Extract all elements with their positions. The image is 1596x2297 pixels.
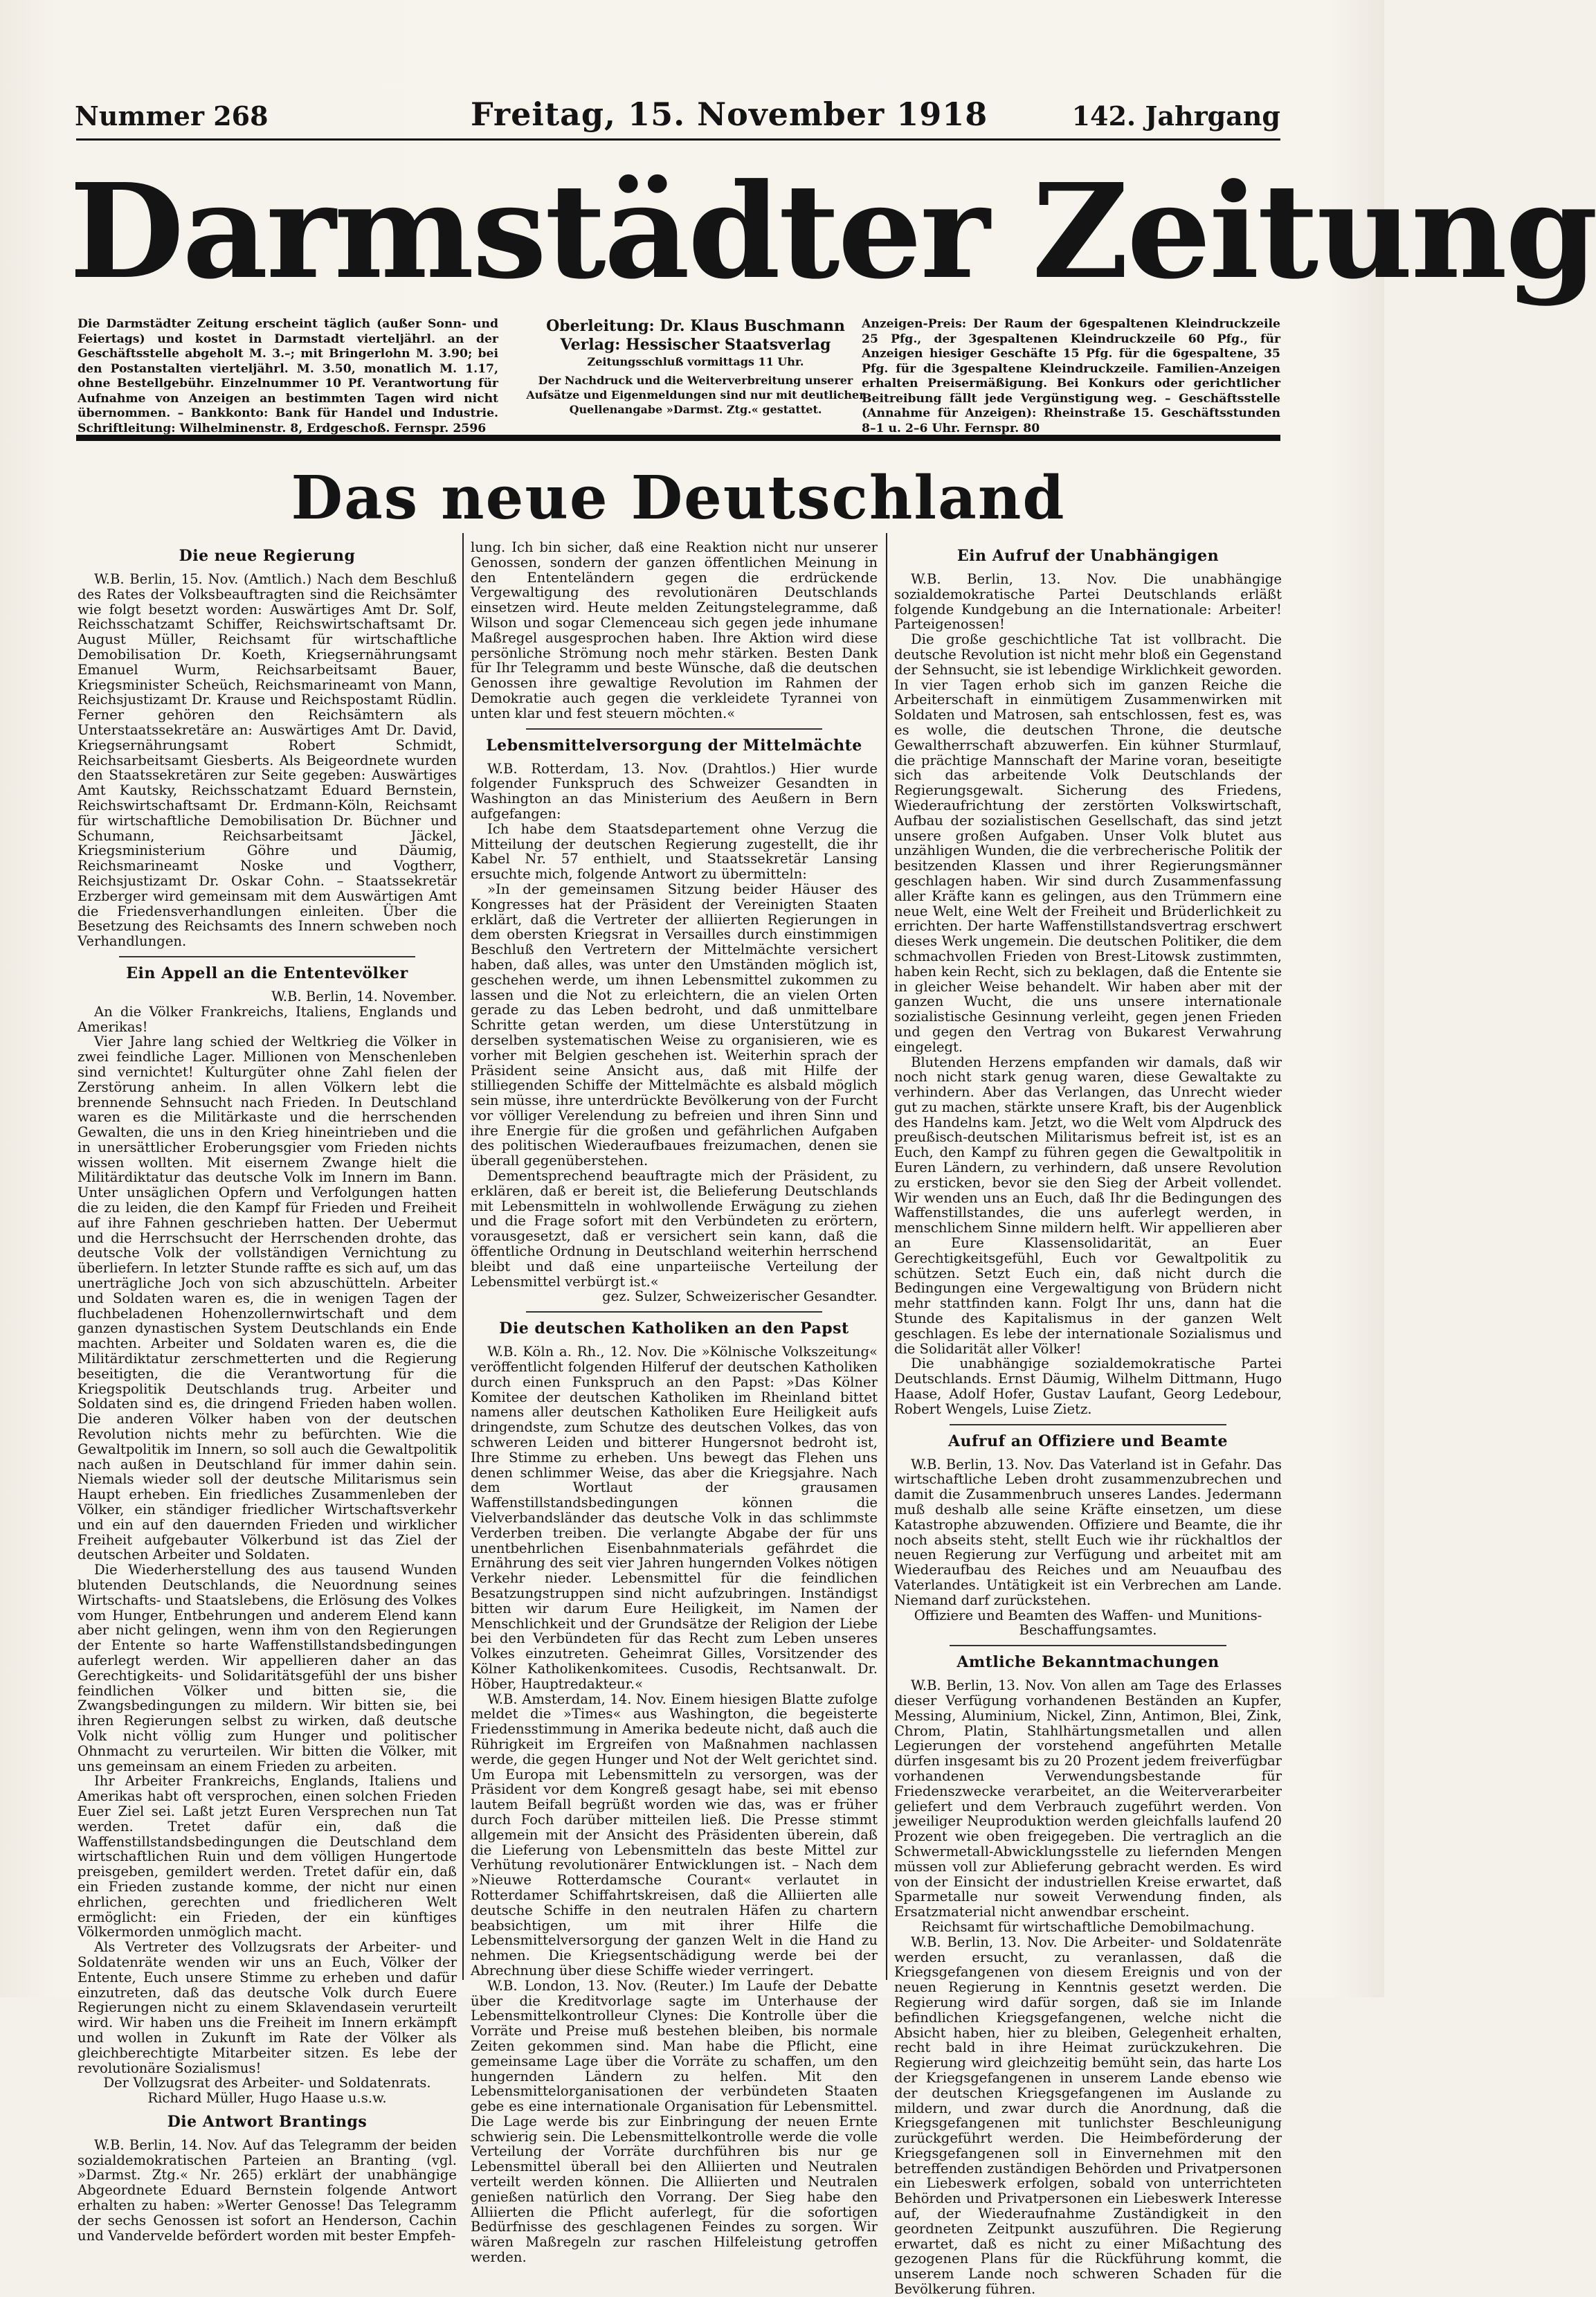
article-heading: Die neue Regierung [179,547,356,565]
article-paragraph: Die große geschichtliche Tat ist vollbracht. Die deutsche Revolution ist nicht mehr bloß ein Gegenstand der Sehnsucht, sie ist lebendige Wirklichkeit geworden. In vier Tagen erhob sich im ganzen Reiche die Arbeiterschaft in einmütigem Zusammenwirken mit Soldaten und Matrosen, sah entschlossen, fest es, was es wolle, die deutschen Throne, die deutsche Gewaltherrschaft abzuwerfen. Ein kühner Sturmlauf, die prächtige Mannschaft der Marine voran, beseitigte sich das arbeitende Volk Deutschlands der Regierungsgewalt. Sicherung des Friedens, Wiederaufrichtung der zerstörten Volkswirtschaft, Aufbau der sozialistischen Gesellschaft, das sind jetzt unsere großen Aufgaben. Unser Volk blutet aus unzähligen Wunden, die die verbrecherische Politik der besitzenden Klassen und ihrer Regierungsmänner geschlagen haben. Wir sind durch Zusammenfassung aller Kräfte kann es gelingen, aus den Trümmern eine neue Welt, eine Welt der Freiheit und Brüderlichkeit zu errichten. Der harte Waffenstillstandsvertrag erschwert dieses Werk ungemein. Die deutschen Politiker, die dem schmachvollen Frieden von Brest-Litowsk zustimmten, haben kein Recht, sich zu beklagen, daß die Entente sie in gleicher Weise behandelt. Wir haben aber mit der ganzen Wucht, die uns unsere internationale sozialistische Gesinnung verleiht, gegen jenen Frieden und gegen den Vertrag von Bukarest Verwahrung eingelegt. [894,631,1282,1055]
article-paragraph: W.B. Berlin, 13. Nov. Die unabhängige sozialdemokratische Partei Deutschlands erläßt folgende Kundgebung an die Internationale: Arbeiter! Parteigenossen! [894,571,1282,633]
article-paragraph: W.B. Berlin, 13. Nov. Von allen am Tage des Erlasses dieser Verfügung vorhandenen Beständen an Kupfer, Messing, Aluminium, Nickel, Zinn, Antimon, Blei, Zink, Chrom, Platin, Stahlhärtungsmetallen und allen Legierungen der vorstehend angeführten Metalle dürfen insgesamt bis zu 20 Prozent jedem freiverfügbar vorhandenen Verwendungsbestande für Friedenszwecke verarbeitet, an die Weiterverarbeiter geliefert und dem Verbrauch zugeführt werden. Von jeweiliger Neuproduktion werden gleichfalls laufend 20 Prozent wie oben freigegeben. Die vertraglich an die Schwermetall-Abwicklungsstelle zu liefernden Mengen müssen voll zur Ablieferung gebracht werden. Es wird von der Einsicht der industriellen Kreise erwartet, daß Sparmetalle nur soweit Verwendung finden, als Ersatzmaterial nicht anwendbar erscheint. [894,1677,1282,1920]
column-1 [78,540,457,2243]
article-paragraph: Die unabhängige sozialdemokratische Partei Deutschlands. Ernst Däumig, Wilhelm Dittmann, Hugo Haase, Adolf Hofer, Gustav Laufant, Georg Ledebour, Robert Wengels, Luise Zietz. [894,1355,1282,1417]
article-heading: Die Antwort Brantings [167,2112,368,2131]
article-divider [950,1424,1226,1425]
column-3 [894,540,1282,2297]
article-paragraph: W.B. London, 13. Nov. (Reuter.) Im Laufe der Debatte über die Kreditvorlage sagte im Unterhause der Lebensmittelkontrolleur Clynes: Die Kontrolle über die Vorräte und Preise muß bestehen bleiben, bis normale Zeiten gekommen sind. Man habe die Pflicht, eine gemeinsame Lage über die Vorräte zu schaffen, um den hungernden Ländern zu helfen. Mit den Lebensmittelorganisationen der verbündeten Staaten gebe es eine internationale Organisation für Lebensmittel. Die Lage werde bis zur Einbringung der neuen Ernte schwierig sein. Die Lebensmittelkontrolle werde die volle Verteilung der Vorräte durchführen bis nur ge Lebensmittel überall bei den Alliierten und Neutralen verteilt werden können. Die Alliierten und Neutralen genießen natürlich den Vorrang. Der Sieg habe den Alliierten die Pflicht auferlegt, für die sofortigen Bedürfnisse des geschlagenen Feindes zu sorgen. Wir wären Maßregeln zur raschen Hilfeleistung getroffen werden. [471,1977,878,2266]
article-divider [526,1311,822,1313]
article-paragraph: lung. Ich bin sicher, daß eine Reaktion nicht nur unserer Genossen, sondern der ganzen öffentlichen Meinung in den Ententeländern gegen die erdrückende Vergewaltigung des revolutionären Deutschlands einsetzen wird. Heute melden Zeitungstelegramme, daß Wilson und sogar Clemenceau sich gegen jede inhumane Maßregel ausgesprochen haben. Ihre Aktion wird diese persönliche Strömung noch mehr stärken. Besten Dank für Ihr Telegramm und beste Wünsche, daß die deutschen Genossen ihre gewaltige Revolution im Rahmen der Demokratie auch gegen die verkleidete Tyrannei von unten klar und fest steuern möchten.« [471,539,878,721]
article-divider [950,1645,1226,1646]
dateline: W.B. Berlin, 14. November. [271,988,457,1005]
subscription-text: Die Darmstädter Zeitung erscheint täglich (außer Sonn- und Feiertags) und kostet in Darmstadt vierteljährl. an der Geschäftsstelle abgeholt M. 3.–; mit Bringerlohn M. 3.90; bei den Postanstalten vierteljährl. M. 3.50, monatlich M. 1.17, ohne Bestellgebühr. Einzelnummer 10 Pf. Verantwortung für Aufnahme von Anzeigen an bestimmten Tagen wird nicht übernommen. – Bankkonto: Bank für Handel und Industrie. Schriftleitung: Wilhelminenstr. 8, Erdgeschoß. Fernspr. 2596 [78,317,498,435]
article-paragraph: Dementsprechend beauftragte mich der Präsident, zu erklären, daß er bereit ist, die Belieferung Deutschlands mit Lebensmitteln in wohlwollende Erwägung zu ziehen und die Frage sofort mit den Verbündeten zu erörtern, vorausgesetzt, daß er versichert sein kann, daß die öffentliche Ordnung in Deutschland weiterhin herrschend bleibt und daß eine unparteiische Verteilung der Lebensmittel verbürgt ist.« [471,1168,878,1290]
article-paragraph: Blutenden Herzens empfanden wir damals, daß wir noch nicht stark genug waren, diese Gewaltakte zu verhindern. Aber das Verlangen, das Unrecht wieder gut zu machen, stärkte unsere Kraft, bis der Augenblick des Handelns kam. Jetzt, wo die Welt vom Alpdruck des preußisch-deutschen Militarismus befreit ist, ist es an Euch, den Kampf zu führen gegen die Gewaltpolitik in Euren Ländern, zu verhindern, daß unsere Revolution zu ersticken, bevor sie den Sieg der Arbeit vollendet. Wir wenden uns an Euch, daß Ihr die Bedingungen des Waffenstillstandes, die uns auferlegt werden, in menschlichem Sinne mildern helft. Wir appellieren aber an Eure Klassensolidarität, an Euer Gerechtigkeitsgefühl, Euch vor Gewaltpolitik zu schützen. Setzt Euch ein, daß nicht durch die Bedingungen eine Vergewaltigung von Brüdern nicht mehr stattfinden kann. Folgt Ihr uns, dann hat die Stunde des Kapitalismus in der ganzen Welt geschlagen. Es lebe der internationale Sozialismus und die Solidarität aller Völker! [894,1054,1282,1357]
article-heading: Die deutschen Katholiken an den Papst [499,1319,849,1338]
main-headline: Das neue Deutschland [291,463,1066,533]
deadline-line: Zeitungsschluß vormittags 11 Uhr. [587,355,804,368]
subscription-info [78,317,498,436]
article-paragraph: W.B. Berlin, 13. Nov. Das Vaterland ist in Gefahr. Das wirtschaftliche Leben droht zusammenzubrechen und damit die Zusammenbruch unseres Landes. Jedermann muß deshalb alle seine Kräfte einsetzen, um diese Katastrophe abzuwenden. Offiziere und Beamte, die ihr noch abseits steht, stellt Euch wie ihr rückhaltlos der neuen Regierung zur Verfügung und arbeitet mit am Wiederaufbau des Reiches und am Neuaufbau des Vaterlandes. Untätigkeit ist ein Verbrechen am Lande. Niemand darf zurückstehen. [894,1456,1282,1608]
article-paragraph: W.B. Amsterdam, 14. Nov. Einem hiesigen Blatte zufolge meldet die »Times« aus Washington, die begeisterte Friedensstimmung in Amerika bedeute nicht, daß auch die Rührigkeit im Ergreifen von Maßnahmen nachlassen werde, die gegen Hunger und Not der Welt gerichtet sind. Um Europa mit Lebensmitteln zu versorgen, was der Präsident vor dem Kongreß gesagt habe, sei mit ebenso lautem Beifall begrüßt worden wie das, was er früher durch Foch darüber mitteilen ließ. Die Presse stimmt allgemein mit der Ansicht des Präsidenten überein, daß die Lieferung von Lebensmitteln das beste Mittel zur Verhütung revolutionärer Entwicklungen ist. – Nach dem »Nieuwe Rotterdamsche Courant« verlautet in Rotterdamer Schiffahrtskreisen, daß die Alliierten alle deutsche Schiffe in den neutralen Häfen zu chartern beabsichtigen, um mit ihrer Hilfe die Lebensmittelversorgung der ganzen Welt in die Hand zu nehmen. Die Kriegsentschädigung werde bei der Abrechnung über diese Schiffe wieder verringert. [471,1691,878,1979]
article-paragraph: W.B. Berlin, 14. Nov. Auf das Telegramm der beiden sozialdemokratischen Parteien an Branting (vgl. »Darmst. Ztg.« Nr. 265) erklärt der unabhängige Abgeordnete Eduard Bernstein folgende Antwort erhalten zu haben: »Werter Genosse! Das Telegramm der sechs Genossen ist sofort an Henderson, Cachin und Vandervelde befördert worden mit bester Empfeh- [78,2136,457,2244]
article-heading: Ein Aufruf der Unabhängigen [956,547,1219,565]
signature: Offiziere und Beamten des Waffen- und Munitions-Beschaffungsamtes. [914,1607,1262,1639]
article-paragraph: Ihr Arbeiter Frankreichs, Englands, Italiens und Amerikas habt oft versprochen, einen solchen Frieden Euer Ziel sei. Laßt jetzt Euren Versprechen nun Tat werden. Tretet dafür ein, daß die Waffenstillstandsbedingungen die Deutschland dem wirtschaftlichen Ruin und dem völligen Hungertode preisgeben, gemildert werden. Tretet dafür ein, daß ein Frieden zustande komme, der nicht nur einen ehrlichen, gerechten und friedlicheren Welt ermöglicht: ein Frieden, der ein künftiges Völkermorden unmöglich macht. [78,1773,457,1940]
masthead-rule [76,435,1280,441]
top-rule [76,138,1280,141]
column-separator [886,533,887,1980]
article-paragraph: W.B. Köln a. Rh., 12. Nov. Die »Kölnische Volkszeitung« veröffentlicht folgenden Hilferuf der deutschen Katholiken durch einen Funkspruch an den Papst: »Das Kölner Komitee der deutschen Katholiken im Rheinland bittet namens aller deutschen Katholiken Eure Heiligkeit aufs dringendste, zum Schutze des deutschen Volkes, das von schweren Leiden und bitterer Hungersnot bedroht ist, Ihre Stimme zu erheben. Uns bewegt das Flehen uns denen schlimmer Weise, das aber die Kriegsjahre. Nach dem Wortlaut der grausamen Waffenstillstandsbedingungen können die Vielverbandsländer das deutsche Volk in das schlimmste Verderben treiben. Die verlangte Abgabe der für uns unentbehrlichen Eisenbahnmaterials gefährdet die Ernährung des seit vier Jahren hungernden Volkes nötigen Verkehr nieder. Lebensmittel für die feindlichen Besatzungstruppen sind nicht aufzubringen. Inständigst bitten wir darum Eure Heiligkeit, im Namen der Menschlichkeit und der Grundsätze der Religion der Liebe bei den Verbündeten für das Recht zum Leben unseres Volkes einzutreten. Geheimrat Gilles, Vorsitzender des Kölner Katholikenkomitees. Cusodis, Rechtsanwalt. Dr. Höber, Hauptredakteur.« [471,1344,878,1692]
publisher-line: Verlag: Hessischer Staatsverlag [560,336,831,354]
masthead-title: Darmstädter Zeitung [69,155,1596,308]
advertising-info [862,317,1280,436]
signature: gez. Sulzer, Schweizerischer Gesandter. [602,1288,878,1305]
article-paragraph: W.B. Berlin, 13. Nov. Die Arbeiter- und Soldatenräte werden ersucht, zu veranlassen, daß die Kriegsgefangenen von diesem Ereignis und von der neuen Regierung in Kenntnis gesetzt werden. Die Regierung wird dafür sorgen, daß sie im Inlande befindlichen Kriegsgefangenen, welche nicht die Absicht haben, hier zu bleiben, Gelegenheit erhalten, recht bald in ihre Heimat zurückzukehren. Die Regierung wird gleichzeitig bemüht sein, das harte Los der Kriegsgefangenen in unserem Lande ebenso wie der deutschen Kriegsgefangenen im Auslande zu mildern, und zwar durch die Anordnung, daß die Kriegsgefangenen mit tunlichster Beschleunigung zurückgeführt werden. Die Heimbeförderung der Kriegsgefangenen soll in Einvernehmen mit den betreffenden zuständigen Behörden und Privatpersonen ein Liebeswerk erfolgen, sobald von unterrichteten Behörden und Privatpersonen ein Liebeswerk Interesse auf, der Wiederaufnahme Zuständigkeit in den geordneten Zeitpunkt auszuführen. Die Regierung erwartet, daß es nicht zu einer Mißachtung des gezogenen Plans für die Rückführung kommt, die unserem Lande noch schweren Schaden für die Bevölkerung führen. [894,1934,1282,2297]
article-heading: Lebensmittelversorgung der Mittelmächte [486,736,862,755]
article-paragraph: Ich habe dem Staatsdepartement ohne Verzug die Mitteilung der deutschen Regierung zugestellt, die ihr Kabel Nr. 57 enthielt, und Staatssekretär Lansing ersuchte mich, folgende Antwort zu übermitteln: [471,820,878,883]
article-paragraph: Vier Jahre lang schied der Weltkrieg die Völker in zwei feindliche Lager. Millionen von Menschenleben sind vernichtet! Kulturgüter ohne Zahl fielen der Zerstörung anheim. In allen Völkern lebt die brennende Sehnsucht nach Frieden. In Deutschland waren es die Militärkaste und die herrschenden Gewalten, die uns in den Krieg hineintrieben und die in unersättlicher Eroberungsgier vom Frieden nichts wissen wollten. Mit eisernem Zwange hielt die Militärdiktatur das deutsche Volk im Innern im Bann. Unter unsäglichen Opfern und Verfolgungen hatten die zu leiden, die den Kampf für Frieden und Freiheit auf ihre Fahnen geschrieben hatten. Der Uebermut und die Herrschsucht der Herrschenden drohte, das deutsche Volk der vollständigen Vernichtung zu überliefern. In letzter Stunde raffte es sich auf, um das unerträgliche Joch von sich abzuschütteln. Arbeiter und Soldaten waren es, die in wenigen Tagen der fluchbeladenen Hohenzollernwirtschaft und dem ganzen dynastischen System Deutschlands ein Ende machten. Arbeiter und Soldaten waren es, die die Militärdiktatur zerschmetterten und die Regierung beseitigten, die die Verantwortung für die Kriegspolitik Deutschlands trug. Arbeiter und Soldaten sind es, die dringend Frieden haben wollen. Die anderen Völker haben von der deutschen Revolution nichts mehr zu befürchten. Wie die Gewaltpolitik im Innern, so soll auch die Gewaltpolitik nach außen in Deutschland für immer dahin sein. Niemals wieder soll der deutsche Militarismus sein Haupt erheben. Ein friedliches Zusammenleben der Völker, ein ständiger friedlicher Wirtschaftsverkehr und ein auf den dauernden Frieden und wirklicher Freiheit aufgebauter Völkerbund ist das Ziel der deutschen Arbeiter und Soldaten. [78,1034,457,1563]
article-heading: Amtliche Bekanntmachungen [956,1653,1219,1672]
article-divider [526,728,822,730]
signature: Der Vollzugsrat des Arbeiter- und Soldatenrats. Richard Müller, Hugo Haase u.s.w. [103,2075,431,2107]
article-divider [119,956,415,957]
editor-line: Oberleitung: Dr. Klaus Buschmann [546,317,845,335]
issue-date: Freitag, 15. November 1918 [471,96,988,133]
article-paragraph: Als Vertreter des Vollzugsrats der Arbeiter- und Soldatenräte wenden wir uns an Euch, Völker der Entente, Euch unsere Stimme zu erheben und dafür einzutreten, daß das deutsche Volk durch Euere Regierungen nicht zu einem Sklavendasein verurteilt wird. Wir haben uns die Freiheit im Innern erkämpft und wollen in Zukunft im Rate der Völker als gleichberechtigte Mitarbeiter sitzen. Es lebe der revolutionäre Sozialismus! [78,1939,457,2076]
volume-year: 142. Jahrgang [1071,100,1280,132]
article-paragraph: An die Völker Frankreichs, Italiens, Englands und Amerikas! [78,1003,457,1035]
article-heading: Ein Appell an die Ententevölker [126,964,408,982]
column-2 [471,540,878,2265]
article-heading: Aufruf an Offiziere und Beamte [947,1432,1228,1450]
advertising-text: Anzeigen-Preis: Der Raum der 6gespaltenen Kleindruckzeile 25 Pfg., der 3gespaltenen Kleindruckzeile 60 Pfg., für Anzeigen hiesiger Geschäfte 15 Pfg. für die 6gespaltene, 35 Pfg. für die 3gespaltene Kleindruckzeile. Familien-Anzeigen erhalten Preisermäßigung. Bei Konkurs oder gerichtlicher Beitreibung fällt jede Vergünstigung weg. – Geschäftsstelle (Annahme für Anzeigen): Rheinstraße 15. Geschäftsstunden 8–1 u. 2–6 Uhr. Fernspr. 80 [862,317,1280,435]
article-paragraph: »In der gemeinsamen Sitzung beider Häuser des Kongresses hat der Präsident der Vereinigten Staaten erklärt, daß die Vertreter der alliierten Regierungen in dem obersten Kriegsrat in Versailles durch einstimmigen Beschluß den Vertretern der Mittelmächte versichert haben, daß alles, was unter den Umständen möglich ist, geschehen werde, um ihnen Lebensmittel zukommen zu lassen und die Not zu erleichtern, die an vielen Orten gerade zu das Leben bedroht, und daß unmittelbare Schritte getan werden, um diese Unterstützung in derselben systematischen Weise zu organisieren, wie es vorher mit Belgien geschehen ist. Weiterhin sprach der Präsident seine Ansicht aus, daß mit Hilfe der stilliegenden Schiffe der Mittelmächte es alsbald möglich sein müsse, ihre unterdrückte Bevölkerung von der Furcht vor völliger Verelendung zu befreien und ihren Sinn und ihre Energie für die großen und gefährlichen Aufgaben des politischen Wiederaufbaues freizumachen, denen sie überall gegenüberstehen. [471,881,878,1169]
article-paragraph: Die Wiederherstellung des aus tausend Wunden blutenden Deutschlands, die Neuordnung seines Wirtschafts- und Staatslebens, die Erlösung des Volkes vom Hunger, Entbehrungen und anderem Elend kann aber nicht gelingen, wenn ihm von den Regierungen der Entente so harte Waffenstillstandsbedingungen auferlegt werden. Wir appellieren daher an das Gerechtigkeits- und Solidaritätsgefühl der uns bisher feindlichen Völker und bitten sie, die Zwangsbedingungen zu mildern. Wir bitten sie, bei ihren Regierungen selbst zu wirken, daß deutsche Volk nicht völlig zum Hunger und politischer Ohnmacht zu verurteilen. Wir bitten die Völker, mit uns gemeinsam an einem Frieden zu arbeiten. [78,1562,457,1774]
column-separator [462,533,464,1980]
article-paragraph: W.B. Rotterdam, 13. Nov. (Drahtlos.) Hier wurde folgender Funkspruch des Schweizer Gesandten in Washington an das Ministerium des Aeußern in Bern aufgefangen: [471,760,878,822]
signature: Reichsamt für wirtschaftliche Demobilmachung. [921,1918,1255,1935]
reprint-notice: Der Nachdruck und die Weiterverbreitung unserer Aufsätze und Eigenmeldungen sind nur mit deutlicher Quellenangabe »Darmst. Ztg.« gestattet. [526,374,865,416]
issue-number: Nummer 268 [75,100,269,132]
article-paragraph: W.B. Berlin, 15. Nov. (Amtlich.) Nach dem Beschluß des Rates der Volksbeauftragten sind die Reichsämter wie folgt besetzt worden: Auswärtiges Amt Dr. Solf, Reichsschatzamt Schiffer, Reichswirtschaftsamt Dr. August Müller, Reichsamt für wirtschaftliche Demobilisation Dr. Koeth, Kriegsernährungsamt Emanuel Wurm, Reichsarbeitsamt Bauer, Kriegsminister Scheüch, Reichsmarineamt von Mann, Reichsjustizamt Dr. Krause und Reichspostamt Rüdlin. Ferner gehören den Reichsämtern als Unterstaatssekretäre an: Auswärtiges Amt Dr. David, Kriegsernährungsamt Robert Schmidt, Reichsarbeitsamt Giesberts. Als Beigeordnete wurden den Staatssekretären zur Seite gegeben: Auswärtiges Amt Kautsky, Reichsschatzamt Eduard Bernstein, Reichswirtschaftsamt Dr. Erdmann-Köln, Reichsamt für wirtschaftliche Demobilisation Dr. Büchner und Schumann, Reichsarbeitsamt Jäckel, Kriegsministerium Göhre und Däumig, Reichsmarineamt Noske und Vogtherr, Reichsjustizamt Dr. Oskar Cohn. – Staatssekretär Erzberger wird gemeinsam mit dem Auswärtigen Amt die Friedensverhandlungen einleiten. Über die Besetzung des Reichsamts des Innern schweben noch Verhandlungen. [78,571,457,950]
editorial-info [516,317,876,417]
